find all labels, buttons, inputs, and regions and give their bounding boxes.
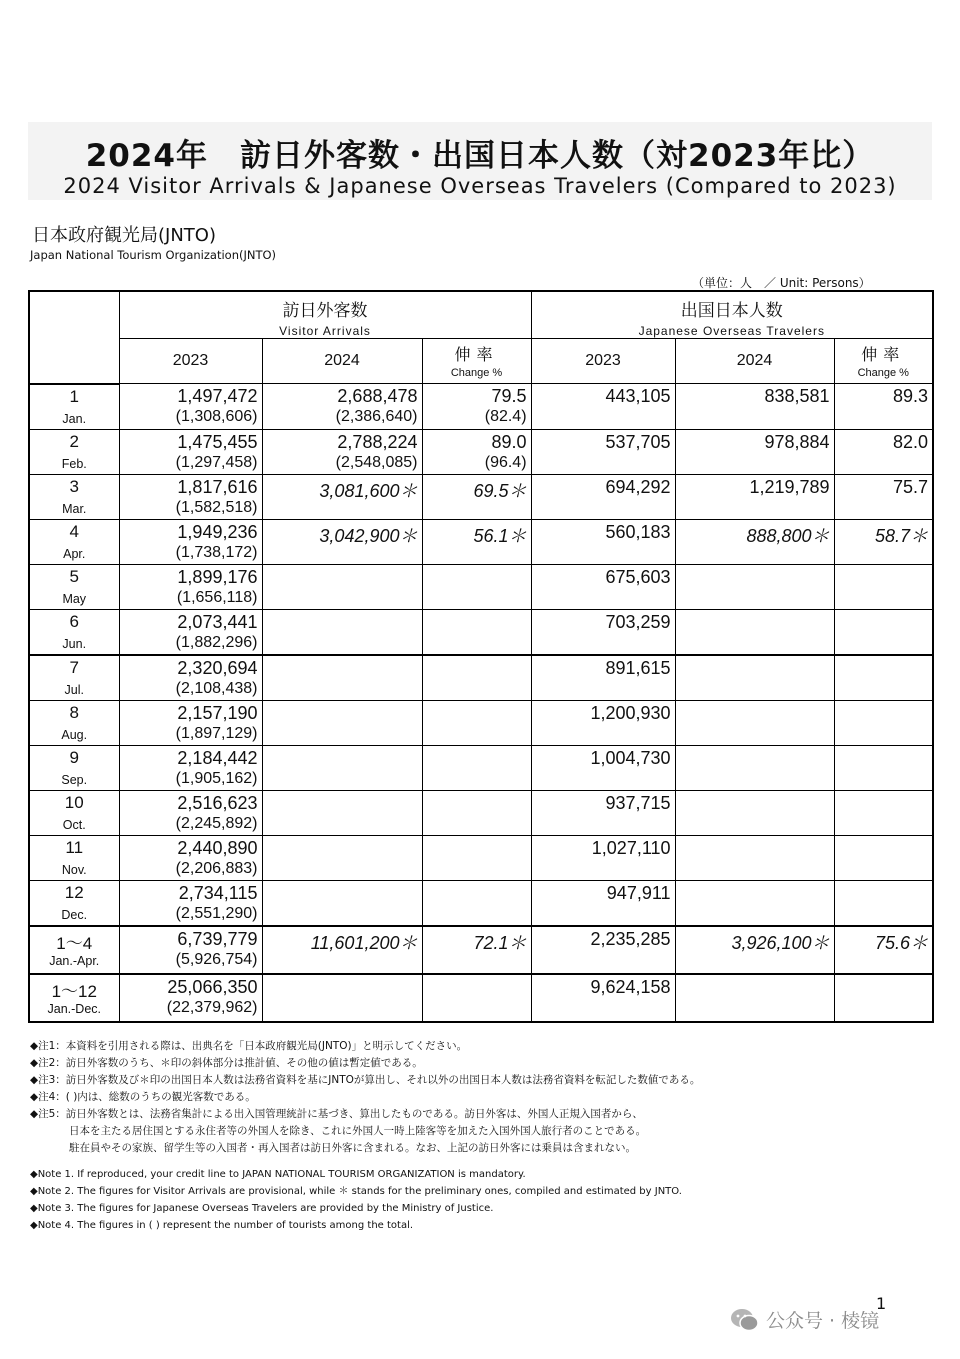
value: 72.1＊ (473, 932, 527, 953)
note-ja-5-cont-1: 日本を主たる居住国とする永住者等の外国人を除き、これに外国人一時上陸客等を加えた入国外国人旅行者のことである。 (69, 1125, 647, 1137)
note-ja-3: ◆注3：訪日外客数及び＊印の出国日本人数は法務省資料を基にJNTOが算出し、それ以外の出国日本人数は法務省資料を転記した数値である。 (30, 1074, 701, 1086)
value: 56.1＊ (473, 525, 527, 546)
overseas-change-cell (834, 790, 933, 835)
tourist-subvalue: (2,551,290) (175, 904, 258, 922)
month-number: 2 (69, 431, 79, 451)
visitor-2023-cell (119, 474, 262, 519)
value: 675,603 (605, 566, 671, 587)
month-cell (29, 609, 119, 655)
note-en-2: ◆Note 2. The figures for Visitor Arrivals are provisional, while ＊ stands for the preliminary ones, compiled and estimated by JNTO. (30, 1186, 682, 1197)
visitor-2023-cell (119, 700, 262, 745)
value: 443,105 (605, 386, 671, 406)
visitor-2024-cell (262, 384, 422, 430)
value: 11,601,200＊ (310, 932, 418, 953)
overseas-2023-cell (531, 474, 675, 519)
value: 2,516,623 (177, 792, 258, 813)
overseas-change-cell (834, 745, 933, 790)
visitor-2023-cell (119, 790, 262, 835)
visitor-2023-cell (119, 880, 262, 926)
overseas-change-cell (834, 519, 933, 564)
overseas-2023-cell (531, 745, 675, 790)
visitor-2024-cell (262, 974, 422, 1022)
month-name: Jan. (62, 411, 87, 426)
value: 978,884 (764, 431, 830, 452)
month-number: 5 (69, 566, 79, 586)
visitor-change-cell (422, 880, 531, 926)
month-cell (29, 655, 119, 701)
month-cell (29, 474, 119, 519)
tourist-subvalue: (1,308,606) (175, 408, 258, 425)
month-name: Jan.-Dec. (47, 1001, 101, 1016)
month-cell (29, 790, 119, 835)
table-row (29, 790, 933, 835)
tourist-subvalue: (2,548,085) (335, 453, 418, 471)
month-number: 9 (69, 747, 79, 767)
tourist-subvalue: (82.4) (484, 408, 527, 425)
table-row (29, 429, 933, 474)
month-number: 8 (69, 702, 79, 722)
overseas-2023-cell (531, 384, 675, 430)
value: 75.7 (892, 476, 929, 497)
visitor-change-cell (422, 564, 531, 609)
value: 2,157,190 (177, 702, 258, 723)
overseas-2024-cell (675, 655, 834, 701)
watermark (730, 1306, 879, 1333)
value: 2,788,224 (337, 431, 418, 452)
note-ja-5-cont-2: 駐在員やその家族、留学生等の入国者・再入国者は訪日外客に含まれる。なお、上記の訪日外客には乗員は含まれない。 (69, 1142, 636, 1154)
tourist-subvalue: (1,905,162) (175, 769, 258, 787)
month-cell (29, 700, 119, 745)
month-number: 11 (65, 837, 84, 857)
month-number: 1 (69, 386, 79, 406)
tourist-subvalue: (5,926,754) (175, 950, 258, 968)
value: 3,926,100＊ (731, 932, 830, 953)
table-row (29, 655, 933, 701)
note-ja-5: ◆注5：訪日外客数とは、法務省集計による出入国管理統計に基づき、算出したものである。訪日外客は、外国人正規入国者から、 (30, 1108, 643, 1120)
value: 2,073,441 (177, 611, 258, 632)
visitor-2023-cell (119, 835, 262, 880)
visitor-change-cell (422, 700, 531, 745)
table-row (29, 745, 933, 790)
value: 89.0 (491, 431, 527, 452)
tourist-subvalue: (2,206,883) (175, 859, 258, 877)
overseas-change-header (834, 339, 933, 384)
value: 58.7＊ (874, 525, 929, 546)
value: 1,475,455 (177, 431, 258, 452)
visitor-change-cell (422, 790, 531, 835)
overseas-2023-cell (531, 429, 675, 474)
month-name: Apr. (63, 546, 86, 561)
visitor-2023-cell (119, 745, 262, 790)
overseas-2023-cell (531, 926, 675, 974)
month-number: 1～12 (51, 981, 97, 1001)
overseas-2023-cell (531, 790, 675, 835)
value: 82.0 (892, 431, 929, 452)
value: 1,004,730 (590, 747, 671, 768)
month-cell (29, 429, 119, 474)
value: 947,911 (606, 882, 671, 903)
page-number: 1 (876, 1294, 887, 1313)
month-name: Jan.-Apr. (49, 953, 100, 968)
month-number: 12 (64, 882, 84, 902)
month-number: 10 (64, 792, 84, 812)
tourist-subvalue: (1,882,296) (175, 633, 258, 651)
overseas-2024-cell (675, 835, 834, 880)
visitor-header-en: Visitor Arrivals (279, 324, 371, 338)
change-header-ja: 伸率 (861, 345, 906, 364)
watermark-text: 公众号 · 棱镜 (766, 1310, 880, 1332)
visitor-2024-cell (262, 564, 422, 609)
value: 888,800＊ (746, 525, 830, 546)
overseas-change-cell (834, 474, 933, 519)
month-name: Mar. (62, 501, 87, 516)
tourist-subvalue: (1,582,518) (175, 498, 258, 516)
overseas-2023-cell (531, 655, 675, 701)
visitor-change-cell (422, 609, 531, 655)
visitor-2023-cell (119, 429, 262, 474)
visitor-2024-cell (262, 700, 422, 745)
visitor-change-cell (422, 974, 531, 1022)
overseas-2024-cell (675, 790, 834, 835)
value: 1,817,616 (177, 476, 258, 497)
table-row (29, 609, 933, 655)
visitor-change-cell (422, 835, 531, 880)
note-en-1: ◆Note 1. If reproduced, your credit line to JAPAN NATIONAL TOURISM ORGANIZATION is mandatory. (30, 1169, 526, 1180)
month-cell (29, 926, 119, 974)
visitor-2024-cell (262, 835, 422, 880)
month-cell (29, 384, 119, 430)
note-ja-4: ◆注4：( )内は、総数のうちの観光客数である。 (30, 1091, 256, 1103)
value: 838,581 (764, 386, 830, 406)
month-cell (29, 519, 119, 564)
overseas-change-cell (834, 926, 933, 974)
overseas-2023-cell (531, 609, 675, 655)
visitor-2023-cell (119, 519, 262, 564)
table-row (29, 700, 933, 745)
note-ja-2: ◆注2：訪日外客数のうち、＊印の斜体部分は推計値、その他の値は暫定値である。 (30, 1057, 423, 1069)
table-row (29, 519, 933, 564)
visitor-2024-cell (262, 474, 422, 519)
visitor-change-cell (422, 655, 531, 701)
month-name: Nov. (61, 862, 87, 877)
visitor-2023-cell (119, 384, 262, 430)
month-name: Jun. (62, 636, 87, 651)
overseas-2023-cell (531, 835, 675, 880)
change-header-en: Change % (450, 367, 503, 379)
tourist-subvalue: (1,738,172) (175, 543, 258, 561)
visitor-2024-cell (262, 609, 422, 655)
tourist-subvalue: (96.4) (484, 453, 527, 471)
overseas-2024-cell (675, 384, 834, 430)
visitor-header-ja: 訪日外客数 (282, 301, 368, 321)
visitor-2024-cell (262, 790, 422, 835)
overseas-2023-header: 2023 (531, 339, 675, 384)
visitor-2023-cell (119, 655, 262, 701)
value: 2,235,285 (590, 928, 671, 949)
table-row (29, 926, 933, 974)
overseas-change-cell (834, 564, 933, 609)
overseas-change-cell (834, 429, 933, 474)
month-number: 6 (69, 611, 79, 631)
visitor-change-cell (422, 429, 531, 474)
overseas-2024-cell (675, 745, 834, 790)
value: 2,734,115 (178, 882, 258, 903)
wechat-icon (730, 1307, 760, 1333)
visitor-change-cell (422, 926, 531, 974)
note-ja-1: ◆注1：本資料を引用される際は、出典名を「日本政府観光局(JNTO)」と明示してください。 (30, 1040, 468, 1052)
value: 1,497,472 (177, 386, 258, 406)
month-number: 3 (69, 476, 79, 496)
value: 6,739,779 (177, 928, 258, 949)
overseas-change-cell (834, 655, 933, 701)
visitor-2024-cell (262, 880, 422, 926)
tourist-subvalue: (1,897,129) (175, 724, 258, 742)
overseas-2024-cell (675, 564, 834, 609)
visitor-2024-cell (262, 745, 422, 790)
value: 2,184,442 (177, 747, 258, 768)
tourist-subvalue: (22,379,962) (166, 998, 258, 1016)
visitor-change-cell (422, 519, 531, 564)
tourist-subvalue: (2,386,640) (335, 408, 418, 425)
notes-japanese (30, 1038, 700, 1157)
value: 25,066,350 (167, 976, 258, 997)
change-header-en: Change % (857, 367, 909, 379)
value: 703,259 (605, 611, 671, 632)
table-row (29, 974, 933, 1022)
corner-cell (29, 291, 119, 384)
statistics-table (28, 290, 934, 1023)
month-number: 7 (69, 657, 79, 677)
month-name: Sep. (61, 772, 88, 787)
visitor-change-cell (422, 745, 531, 790)
value: 3,081,600＊ (319, 480, 418, 501)
overseas-travelers-header (531, 291, 933, 339)
visitor-2024-header: 2024 (262, 339, 422, 384)
visitor-2023-cell (119, 564, 262, 609)
table-row (29, 880, 933, 926)
tourist-subvalue: (2,108,438) (175, 679, 258, 697)
value: 694,292 (605, 476, 671, 497)
tourist-subvalue: (1,297,458) (175, 453, 258, 471)
visitor-change-header (422, 339, 531, 384)
month-cell (29, 974, 119, 1022)
overseas-2024-cell (675, 609, 834, 655)
value: 891,615 (605, 657, 671, 678)
visitor-2023-cell (119, 974, 262, 1022)
value: 9,624,158 (590, 976, 671, 997)
table-row (29, 564, 933, 609)
value: 1,200,930 (590, 702, 671, 723)
overseas-change-cell (834, 974, 933, 1022)
value: 2,320,694 (177, 657, 258, 678)
overseas-2023-cell (531, 700, 675, 745)
overseas-2024-cell (675, 519, 834, 564)
value: 1,899,176 (177, 566, 258, 587)
table-row (29, 474, 933, 519)
overseas-change-cell (834, 700, 933, 745)
overseas-change-cell (834, 384, 933, 430)
change-header-ja: 伸率 (454, 345, 499, 364)
value: 2,688,478 (337, 386, 418, 406)
month-name: Jul. (64, 682, 84, 697)
overseas-2023-cell (531, 564, 675, 609)
value: 69.5＊ (473, 480, 527, 501)
value: 89.3 (892, 386, 929, 406)
visitor-2023-cell (119, 926, 262, 974)
overseas-header-en: Japanese Overseas Travelers (638, 324, 825, 338)
visitor-2024-cell (262, 926, 422, 974)
visitor-change-cell (422, 474, 531, 519)
overseas-change-cell (834, 880, 933, 926)
value: 1,219,789 (749, 476, 830, 497)
value: 560,183 (605, 521, 671, 542)
value: 937,715 (605, 792, 671, 813)
month-name: Oct. (62, 817, 86, 832)
notes-english (30, 1166, 682, 1234)
value: 1,949,236 (177, 521, 258, 542)
tourist-subvalue: (2,245,892) (175, 814, 258, 832)
page-subtitle: 2024 Visitor Arrivals & Japanese Overseas Travelers (Compared to 2023) (63, 174, 897, 198)
value: 3,042,900＊ (319, 525, 418, 546)
overseas-header-ja: 出国日本人数 (680, 301, 783, 321)
overseas-change-cell (834, 835, 933, 880)
overseas-2024-cell (675, 429, 834, 474)
overseas-change-cell (834, 609, 933, 655)
month-number: 1～4 (56, 933, 93, 953)
table-row (29, 384, 933, 430)
overseas-2023-cell (531, 974, 675, 1022)
visitor-arrivals-header (119, 291, 531, 339)
overseas-2024-cell (675, 474, 834, 519)
month-number: 4 (69, 521, 79, 541)
value: 2,440,890 (177, 837, 258, 858)
month-name: Aug. (61, 727, 88, 742)
month-cell (29, 835, 119, 880)
overseas-2023-cell (531, 880, 675, 926)
month-name: Feb. (61, 456, 87, 471)
overseas-2023-cell (531, 519, 675, 564)
overseas-2024-cell (675, 974, 834, 1022)
month-cell (29, 880, 119, 926)
visitor-2024-cell (262, 655, 422, 701)
page-title: 2024年 訪日外客数・出国日本人数（対2023年比） (85, 138, 875, 174)
month-name: May (62, 591, 87, 606)
overseas-2024-cell (675, 926, 834, 974)
visitor-2024-cell (262, 519, 422, 564)
overseas-2024-cell (675, 880, 834, 926)
note-en-3: ◆Note 3. The figures for Japanese Overseas Travelers are provided by the Ministry of Justice. (30, 1203, 494, 1214)
visitor-2023-header: 2023 (119, 339, 262, 384)
overseas-2024-cell (675, 700, 834, 745)
month-cell (29, 564, 119, 609)
month-cell (29, 745, 119, 790)
value: 79.5 (491, 386, 527, 406)
value: 75.6＊ (874, 932, 929, 953)
note-en-4: ◆Note 4. The figures in ( ) represent the number of tourists among the total. (30, 1220, 414, 1231)
overseas-2024-header: 2024 (675, 339, 834, 384)
unit-label: （単位：人 ／ Unit: Persons） (692, 276, 871, 290)
value: 537,705 (605, 431, 671, 452)
tourist-subvalue: (1,656,118) (176, 588, 258, 606)
visitor-2024-cell (262, 429, 422, 474)
org-name-ja: 日本政府観光局(JNTO) (32, 225, 216, 246)
visitor-2023-cell (119, 609, 262, 655)
table-row (29, 835, 933, 880)
month-name: Dec. (61, 907, 88, 922)
org-name-en: Japan National Tourism Organization(JNTO) (30, 248, 277, 262)
visitor-change-cell (422, 384, 531, 430)
value: 1,027,110 (591, 837, 671, 858)
